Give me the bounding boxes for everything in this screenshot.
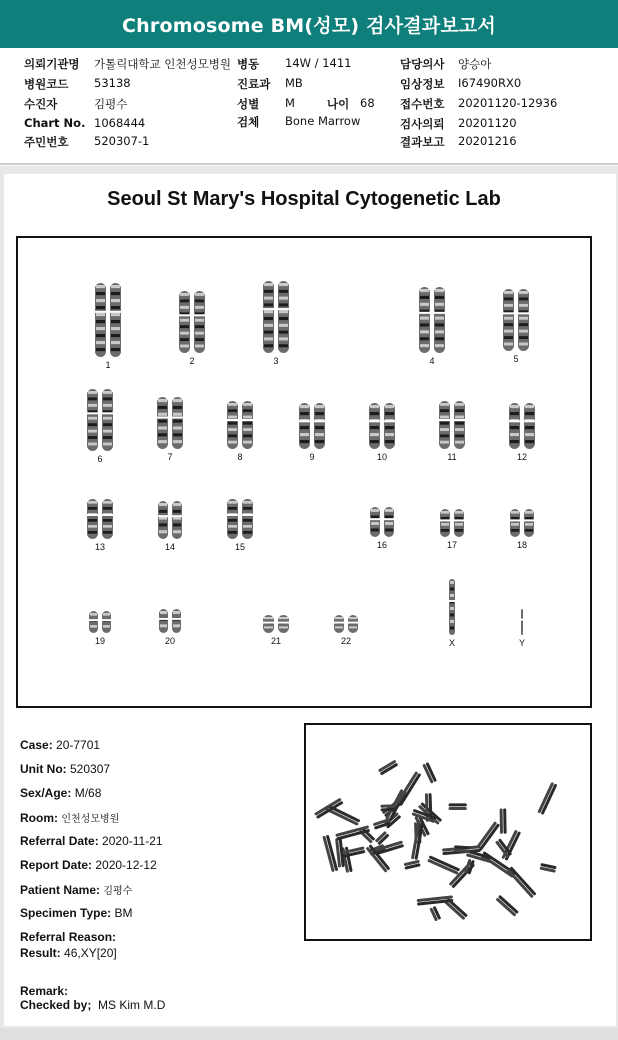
chromatid — [313, 403, 326, 449]
chromosome-pair-5 — [493, 288, 539, 352]
chromosome-8 — [223, 400, 257, 462]
referral-date-line: Referral Date: 2020-11-21 — [20, 834, 163, 848]
chromatid — [438, 401, 451, 449]
chromatid — [109, 283, 122, 357]
chromatid — [433, 287, 446, 353]
chromatid — [241, 401, 254, 449]
metaphase-chromosome — [539, 863, 556, 873]
report-title: Chromosome BM(성모) 검사결과보고서 — [0, 0, 618, 48]
chromatid — [193, 291, 206, 353]
chromosome-pair-22 — [332, 614, 360, 634]
chromosome-label: 2 — [189, 356, 195, 366]
chromosome-19 — [87, 610, 113, 646]
chromosome-pair-x — [442, 578, 462, 636]
case-line: Case: 20-7701 — [20, 738, 101, 752]
chromatid — [277, 615, 290, 633]
chromatid — [171, 609, 182, 633]
chromatid — [241, 499, 254, 539]
chromosome-12 — [504, 402, 540, 462]
metaphase-chromosome — [396, 771, 422, 806]
chromatid — [262, 281, 275, 353]
chromatid — [508, 403, 521, 449]
remark-line: Remark: — [20, 984, 69, 998]
chromosome-label: 3 — [273, 356, 279, 366]
chromatid — [502, 289, 515, 351]
chromosome-label: Y — [518, 638, 525, 648]
metaphase-chromosome — [429, 906, 441, 922]
chromosome-22 — [332, 614, 360, 646]
chromatid — [383, 507, 395, 537]
chromosome-10 — [365, 402, 399, 462]
chromatid — [226, 499, 239, 539]
chromosome-label: 22 — [340, 636, 351, 646]
chromatid — [101, 611, 112, 633]
metaphase-chromosome — [422, 762, 437, 784]
chromosome-pair-12 — [504, 402, 540, 450]
chromosome-7 — [151, 396, 189, 462]
chromosome-label: 1 — [105, 360, 111, 370]
chromatid — [262, 615, 275, 633]
report-body — [4, 174, 616, 1026]
chromatid — [101, 499, 114, 539]
chromosome-9 — [294, 402, 330, 462]
chromatid — [439, 509, 451, 537]
chromosome-pair-8 — [223, 400, 257, 450]
chromosome-1 — [84, 282, 132, 370]
metaphase-spread — [306, 725, 590, 939]
chromosome-21 — [259, 614, 293, 646]
chromatid — [171, 501, 183, 539]
footer-strip — [0, 1028, 618, 1040]
chromosome-pair-7 — [151, 396, 189, 450]
chromatid — [520, 609, 524, 635]
chromatid — [453, 509, 465, 537]
chromatid — [101, 389, 114, 451]
chromosome-6 — [81, 388, 119, 464]
chromosome-pair-11 — [434, 400, 470, 450]
chromosome-pair-13 — [84, 498, 116, 540]
chromosome-11 — [434, 400, 470, 462]
chromatid — [86, 389, 99, 451]
chromatid — [157, 501, 169, 539]
metaphase-chromosome — [378, 760, 399, 776]
chromatid — [156, 397, 169, 449]
metaphase-chromosome — [335, 825, 370, 840]
specimen-line: Specimen Type: BM — [20, 906, 133, 920]
lab-title: Seoul St Mary's Hospital Cytogenetic Lab — [107, 188, 501, 210]
unit-line: Unit No: 520307 — [20, 762, 111, 776]
chromosome-pair-10 — [365, 402, 399, 450]
chromatid — [86, 499, 99, 539]
chromosome-label: 12 — [516, 452, 527, 462]
chromatid — [333, 615, 345, 633]
chromosome-label: 15 — [234, 542, 245, 552]
chromosome-pair-2 — [161, 290, 223, 354]
chromatid — [523, 509, 535, 537]
chromosome-17 — [438, 508, 466, 550]
metaphase-chromosome — [537, 782, 557, 815]
chromosome-3 — [256, 280, 296, 366]
chromosome-label: 4 — [429, 356, 435, 366]
chromosome-pair-9 — [294, 402, 330, 450]
chromosome-y — [516, 608, 528, 648]
chromosome-pair-18 — [508, 508, 536, 538]
room-line: Room: 인천성모병원 — [20, 811, 120, 825]
metaphase-chromosome — [427, 855, 460, 875]
chromatid — [368, 403, 381, 449]
chromatid — [453, 401, 466, 449]
chromatid — [517, 289, 530, 351]
patient-name-line: Patient Name: 김평수 — [20, 883, 133, 897]
chromatid — [94, 283, 107, 357]
result-line: Result: 46,XY[20] — [20, 946, 117, 960]
chromosome-label: 16 — [376, 540, 387, 550]
chromosome-pair-15 — [225, 498, 255, 540]
chromosome-2 — [161, 290, 223, 366]
chromosome-pair-y — [516, 608, 528, 636]
chromosome-pair-1 — [84, 282, 132, 358]
chromosome-label: 18 — [516, 540, 527, 550]
metaphase-chromosome — [375, 831, 390, 846]
report-date-line: Report Date: 2020-12-12 — [20, 858, 157, 872]
chromosome-label: 20 — [164, 636, 175, 646]
chromatid — [418, 287, 431, 353]
chromatid — [369, 507, 381, 537]
chromatid — [383, 403, 396, 449]
chromosome-pair-14 — [156, 500, 184, 540]
metaphase-chromosome — [500, 808, 507, 834]
metaphase-chromosome — [496, 895, 519, 917]
karyogram-panel — [16, 236, 592, 708]
chromatid — [158, 609, 169, 633]
metaphase-chromosome — [476, 821, 500, 851]
chromosome-label: 11 — [447, 452, 457, 462]
chromosome-label: 19 — [94, 636, 105, 646]
chromosome-pair-3 — [256, 280, 296, 354]
metaphase-chromosome — [325, 804, 360, 826]
metaphase-chromosome — [449, 803, 467, 810]
chromosome-15 — [225, 498, 255, 552]
chromosome-pair-21 — [259, 614, 293, 634]
chromosome-label: 9 — [309, 452, 315, 462]
chromosome-5 — [493, 288, 539, 364]
chromatid — [448, 579, 456, 635]
chromosome-pair-4 — [413, 286, 451, 354]
chromosome-pair-6 — [81, 388, 119, 452]
chromosome-pair-20 — [157, 608, 183, 634]
chromosome-16 — [368, 506, 396, 550]
chromosome-label: X — [448, 638, 455, 648]
chromosome-label: 5 — [513, 354, 519, 364]
chromatid — [509, 509, 521, 537]
chromosome-label: 14 — [164, 542, 175, 552]
chromatid — [171, 397, 184, 449]
chromosome-label: 21 — [270, 636, 281, 646]
chromosome-x — [442, 578, 462, 648]
chromosome-4 — [413, 286, 451, 366]
chromosome-13 — [84, 498, 116, 552]
header-divider — [0, 163, 618, 165]
chromosome-pair-17 — [438, 508, 466, 538]
chromatid — [178, 291, 191, 353]
chromatid — [277, 281, 290, 353]
chromatid — [347, 615, 359, 633]
chromosome-label: 13 — [94, 542, 105, 552]
checked-by-line: Checked by; MS Kim M.D — [20, 998, 166, 1012]
chromatid — [226, 401, 239, 449]
chromatid — [298, 403, 311, 449]
chromosome-pair-16 — [368, 506, 396, 538]
chromosome-label: 17 — [446, 540, 457, 550]
chromatid — [88, 611, 99, 633]
chromosome-18 — [508, 508, 536, 550]
patient-header: 의뢰기관명 가톨릭대학교 인천성모병원 병원코드 53138 수진자 김평수 Chart No. 1068444 주민번호 520307-1 병동 14W / 1411 진료과 MB 성별 M 나이 68 검체 Bone Marrow 담당의사 양승아 임상정보 I67490RX0 접수번호 20201120-12936 검사의뢰 20201120 결과보고 20201216 — [0, 48, 618, 166]
referral-reason-line: Referral Reason: — [20, 930, 117, 944]
chromatid — [523, 403, 536, 449]
chromosome-label: 7 — [167, 452, 173, 462]
chromosome-14 — [156, 500, 184, 552]
sex-age-line: Sex/Age: M/68 — [20, 786, 102, 800]
metaphase-image — [304, 723, 592, 941]
chromosome-label: 8 — [237, 452, 243, 462]
metaphase-chromosome — [404, 860, 421, 870]
chromosome-20 — [157, 608, 183, 646]
chromosome-label: 6 — [97, 454, 103, 464]
chromosome-pair-19 — [87, 610, 113, 634]
chromosome-label: 10 — [376, 452, 387, 462]
